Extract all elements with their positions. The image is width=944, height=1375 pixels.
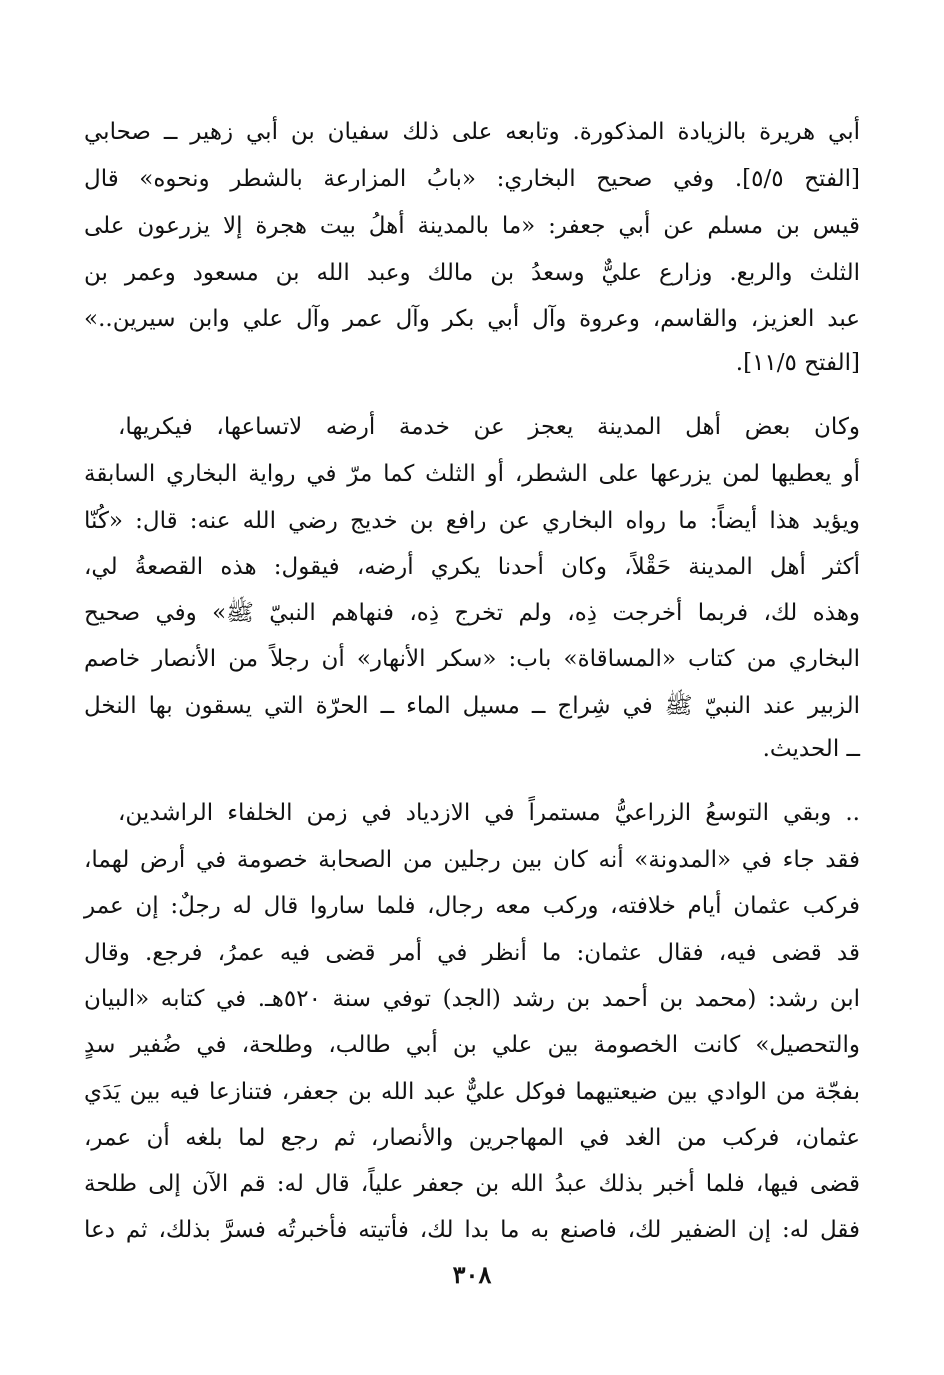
text-line: ابن رشد: (محمد بن أحمد بن رشد (الجد) توفي سنة ٥٢٠هـ. في كتابه «البيان (84, 986, 861, 1012)
text-line: قضى فيها، فلما أخبر بذلك عبدُ الله بن جعفر علياً، قال له: قم الآن إلى طلحة (84, 1171, 860, 1197)
text-line: فقد جاء في «المدونة» أنه كان بين رجلين من الصحابة خصومة في أرض لهما، (84, 847, 860, 873)
text-line: .. وبقي التوسعُ الزراعيُّ مستمراً في الازدياد في زمن الخلفاء الراشدين، (118, 800, 860, 826)
text-line: قد قضى فيه، فقال عثمان: ما أنظر في أمر قضى فيه عمرُ، فرجع. وقال (84, 940, 860, 966)
text-line: ــ الحديث. (762, 736, 860, 762)
page-number: ٣٠٨ (452, 1260, 492, 1289)
text-line: الثلث والربع. وزارع عليٌّ وسعدُ بن مالك وعبد الله بن مسعود وعمر بن (84, 260, 860, 286)
text-line: وكان بعض أهل المدينة يعجز عن خدمة أرضه لاتساعها، فيكريها، (118, 414, 860, 440)
text-line: [الفتح ١١/٥]. (735, 350, 860, 376)
text-line: قيس بن مسلم عن أبي جعفر: «ما بالمدينة أهلُ بيت هجرة إلا يزرعون على (84, 213, 860, 239)
text-line: أكثر أهل المدينة حَقْلاً، وكان أحدنا يكري أرضه، فيقول: هذه القصعةُ لي، (84, 554, 860, 580)
text-line: أبي هريرة بالزيادة المذكورة. وتابعه على ذلك سفيان بن أبي زهير ــ صحابي (84, 119, 860, 145)
text-line: عثمان، فركب من الغد في المهاجرين والأنصار، ثم رجع لما بلغه أن عمر، (84, 1125, 860, 1151)
text-line: والتحصيل» كانت الخصومة بين علي بن أبي طالب، وطلحة، في ضُفير سدٍ (84, 1032, 860, 1058)
text-line: البخاري من كتاب «المساقاة» باب: «سكر الأنهار» أن رجلاً من الأنصار خاصم (84, 646, 860, 672)
text-line: وهذه لك، فربما أخرجت ذِه، ولم تخرج ذِه، فنهاهم النبيّ ﷺ» وفي صحيح (84, 600, 860, 626)
text-line: أو يعطيها لمن يزرعها على الشطر، أو الثلث كما مرّ في رواية البخاري السابقة (84, 461, 860, 487)
text-line: بفجّة من الوادي بين ضيعتيهما فوكل عليٌّ عبد الله بن جعفر، فتنازعا فيه بين يَدَي (84, 1079, 860, 1105)
text-line: فقل له: إن الضفير لك، فاصنع به ما بدا لك، فأتيته فأخبرتُه فسرَّ بذلك، ثم دعا (84, 1217, 860, 1243)
text-line: [الفتح ٥/٥]. وفي صحيح البخاري: «بابُ المزارعة بالشطر ونحوه» قال (84, 166, 860, 192)
text-line: الزبير عند النبيّ ﷺ في شِراج ــ مسيل الماء ــ الحرّة التي يسقون بها النخل (84, 693, 860, 719)
text-line: عبد العزيز، والقاسم، وعروة وآل أبي بكر وآل عمر وآل علي وابن سيرين..» (84, 306, 860, 332)
text-line: فركب عثمان أيام خلافته، وركب معه رجال، فلما ساروا قال له رجلٌ: إن عمر (84, 893, 860, 919)
text-line: ويؤيد هذا أيضاً: ما رواه البخاري عن رافع بن خديج رضي الله عنه: قال: «كُنّا (84, 508, 860, 534)
